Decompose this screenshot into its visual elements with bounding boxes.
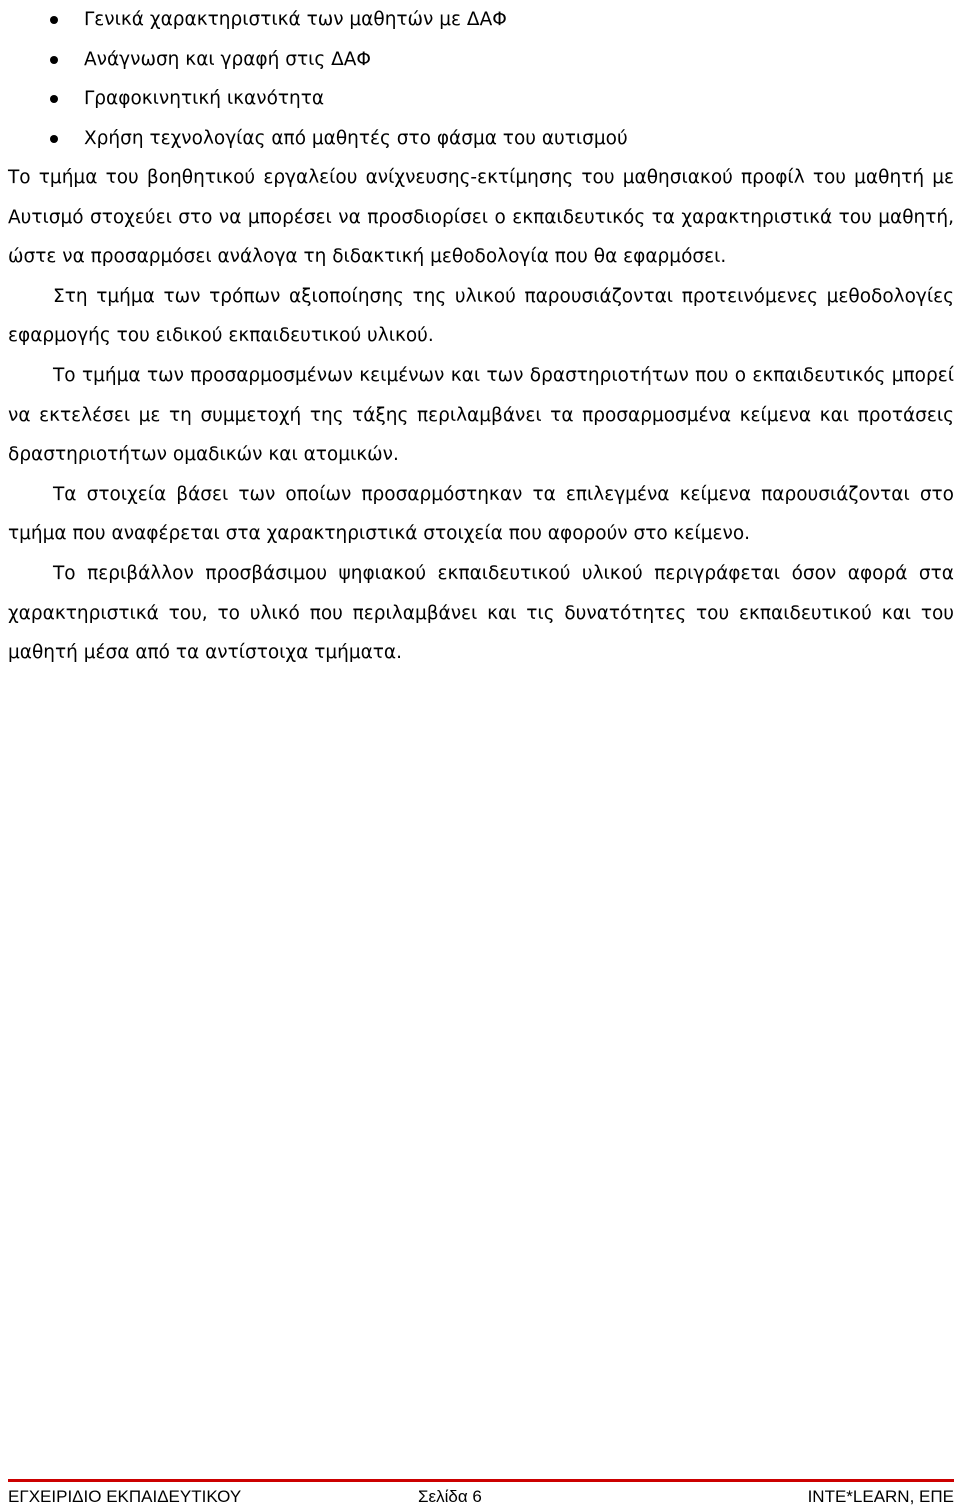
- bullet-text: Γενικά χαρακτηριστικά των μαθητών με ΔΑΦ: [84, 9, 507, 30]
- bullet-icon: [50, 135, 58, 143]
- bullet-icon: [50, 56, 58, 64]
- bullet-item: [8, 0, 954, 40]
- bullet-item: [8, 79, 954, 119]
- paragraph-tool-section: Το τμήμα του βοηθητικού εργαλείου ανίχνευσης-εκτίμησης του μαθησιακού προφίλ του μαθητή με Αυτισμό στοχεύει στο να μπορέσει να προσδιορίσει ο εκπαιδευτικός τα χαρακτηριστικά του μαθητή, ώστε να προσαρμόσει ανάλογα τη διδακτική μεθοδολογία που θα εφαρμόσει.: [8, 167, 954, 268]
- bullet-text: Ανάγνωση και γραφή στις ΔΑΦ: [84, 48, 371, 70]
- bullet-icon: [50, 95, 58, 103]
- bullet-text: Γραφοκινητική ικανότητα: [84, 88, 325, 109]
- paragraph-methods-section: Στη τμήμα των τρόπων αξιοποίησης της υλικού παρουσιάζονται προτεινόμενες μεθοδολογίες εφαρμογής του ειδικού εκπαιδευτικού υλικού.: [8, 285, 954, 347]
- footer-rule: [8, 1479, 954, 1482]
- bullet-item: [8, 40, 954, 80]
- footer-manual-title: ΕΓΧΕΙΡΙΔΙΟ ΕΚΠΑΙΔΕΥΤΙΚΟΥ: [8, 1487, 242, 1506]
- footer-company: INTE*LEARN, ΕΠΕ: [807, 1487, 954, 1506]
- page-footer: [8, 1486, 954, 1508]
- footer-page-number: Σελίδα 6: [418, 1487, 482, 1506]
- paragraph-adapted-texts-section: Το τμήμα των προσαρμοσμένων κειμένων και των δραστηριοτήτων που ο εκπαιδευτικός μπορεί να εκτελέσει με τη συμμετοχή της τάξης περιλαμβάνει τα προσαρμοσμένα κείμενα και προτάσεις δραστηριοτήτων ομαδικών και ατομικών.: [8, 364, 954, 466]
- bullet-icon: [50, 16, 58, 24]
- paragraph-digital-environment: Το περιβάλλον προσβάσιμου ψηφιακού εκπαιδευτικού υλικού περιγράφεται όσον αφορά στα χαρακτηριστικά του, το υλικό που περιλαμβάνει και τις δυνατότητες του εκπαιδευτικού και του μαθητή μέσα από τα αντίστοιχα τμήματα.: [8, 562, 954, 664]
- bullet-text: Χρήση τεχνολογίας από μαθητές στο φάσμα του αυτισμού: [84, 127, 628, 149]
- bullet-item: [8, 119, 954, 159]
- paragraph-adaptation-criteria: Τα στοιχεία βάσει των οποίων προσαρμόστηκαν τα επιλεγμένα κείμενα παρουσιάζονται στο τμήμα που αναφέρεται στα χαρακτηριστικά στοιχεία που αφορούν στο κείμενο.: [8, 483, 954, 545]
- document-body: [8, 0, 954, 673]
- bullet-list: [8, 0, 954, 158]
